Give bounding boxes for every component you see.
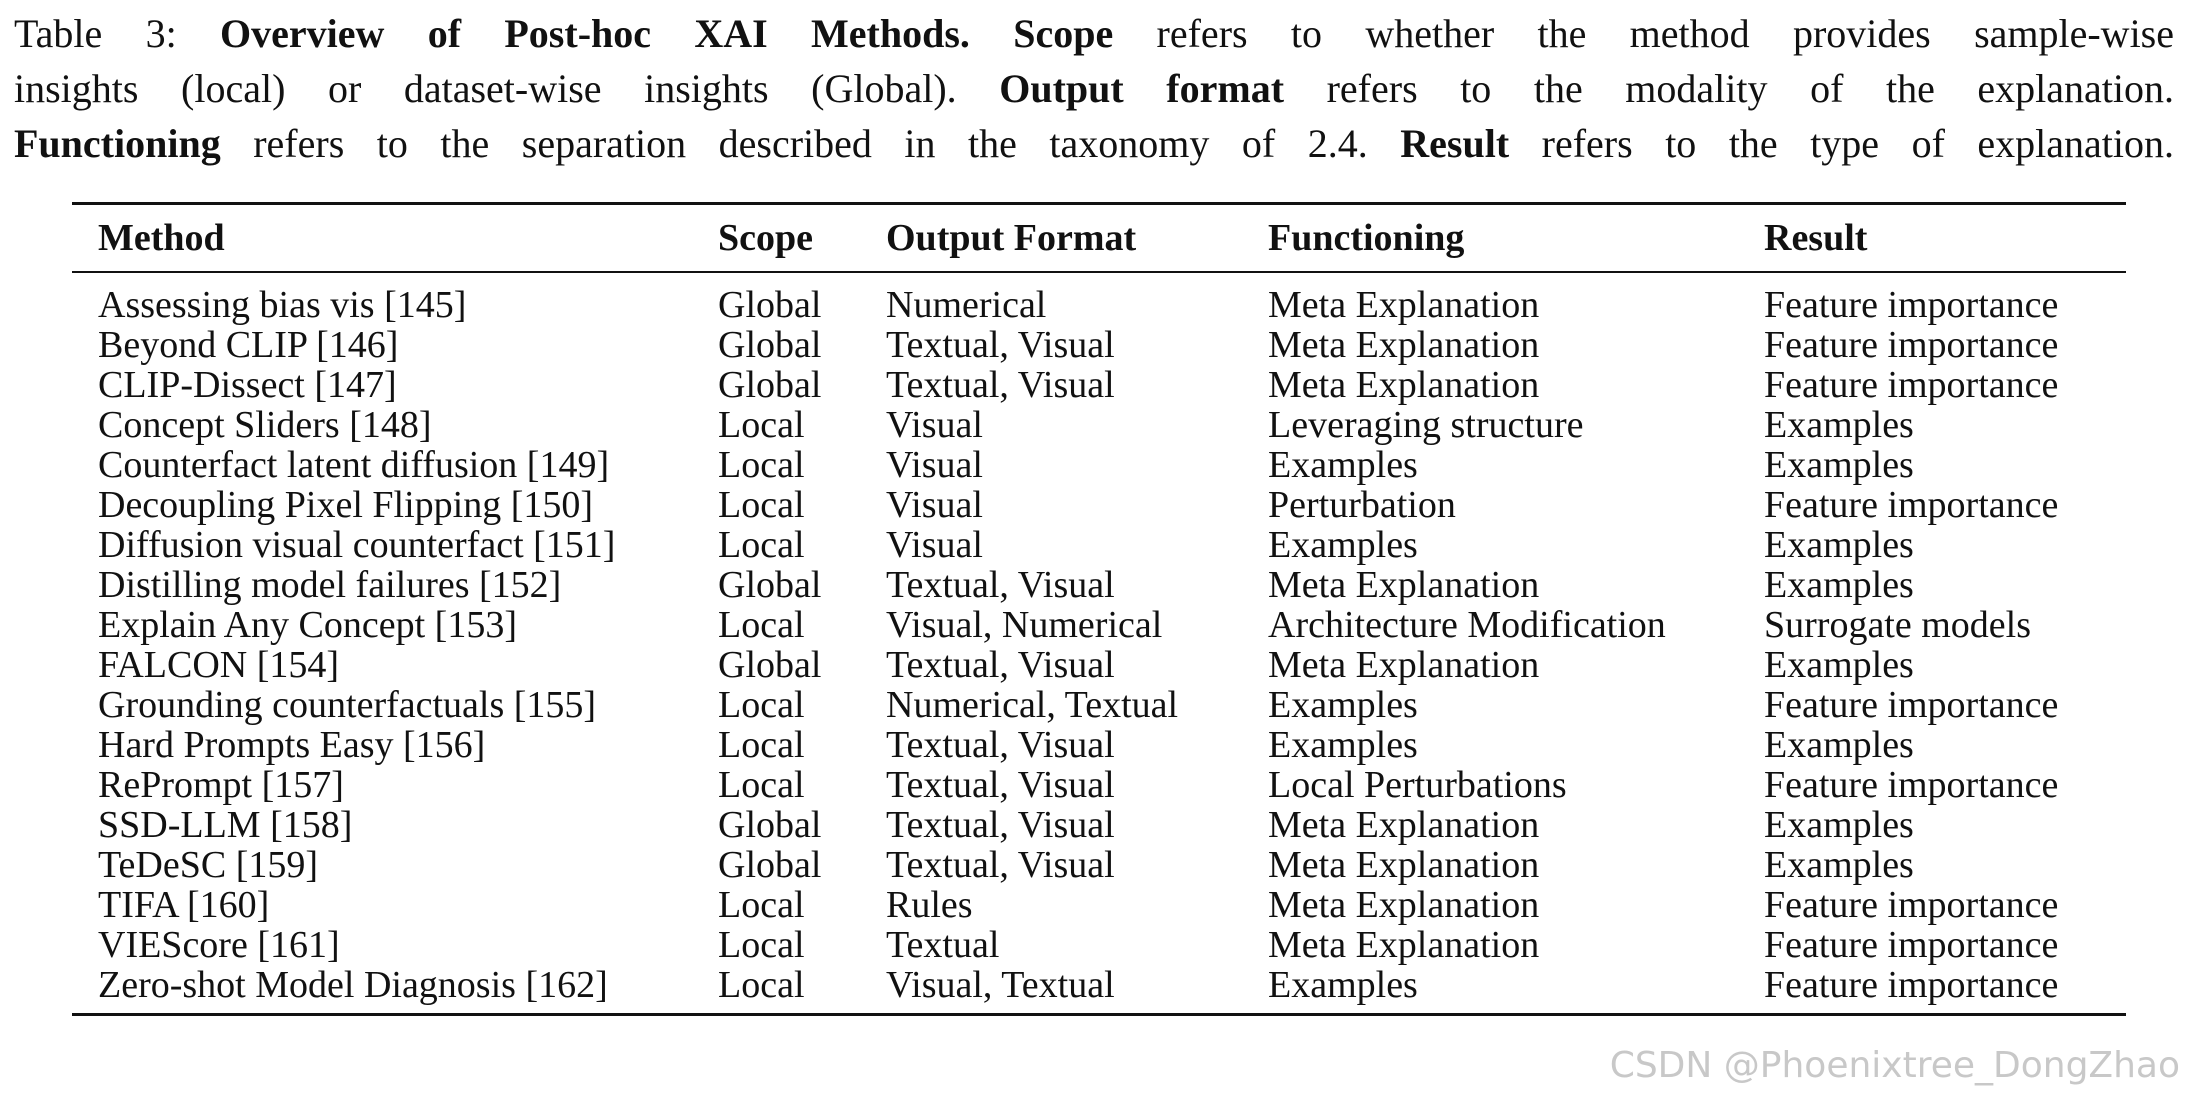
cell-scope: Global: [718, 564, 822, 606]
cell-scope: Local: [718, 884, 805, 926]
caption-text: refers to the modality of the explanation.: [1284, 66, 2175, 111]
cell-method: Zero-shot Model Diagnosis [162]: [98, 964, 608, 1006]
cell-method: Distilling model failures [152]: [98, 564, 562, 606]
header-row: [72, 205, 2126, 272]
cell-output: Rules: [886, 884, 973, 926]
cell-functioning: Leveraging structure: [1268, 404, 1584, 446]
cell-output: Textual, Visual: [886, 764, 1115, 806]
cell-method: Explain Any Concept [153]: [98, 604, 517, 646]
table-row: [72, 765, 2126, 805]
cell-result: Examples: [1764, 644, 1914, 686]
table-row: [72, 845, 2126, 885]
cell-result: Examples: [1764, 844, 1914, 886]
cell-result: Feature importance: [1764, 964, 2059, 1006]
cell-method: SSD-LLM [158]: [98, 804, 353, 846]
cell-result: Examples: [1764, 404, 1914, 446]
table-caption: [14, 6, 2174, 171]
cell-result: Feature importance: [1764, 484, 2059, 526]
cell-output: Visual: [886, 484, 983, 526]
caption-text: refers to the type of explanation.: [1509, 121, 2174, 166]
caption-line-2: [14, 61, 2174, 116]
header-scope: Scope: [692, 205, 860, 272]
table-body: [72, 272, 2126, 1013]
header-result: Result: [1738, 205, 2126, 272]
caption-term-output-format: Output format: [999, 66, 1285, 111]
cell-functioning: Meta Explanation: [1268, 644, 1540, 686]
table-bottom-rule: [72, 1013, 2126, 1016]
cell-method: RePrompt [157]: [98, 764, 344, 806]
table-row: [72, 605, 2126, 645]
table-row: [72, 925, 2126, 965]
table-row: [72, 365, 2126, 405]
cell-output: Textual, Visual: [886, 364, 1115, 406]
cell-functioning: Examples: [1268, 964, 1418, 1006]
cell-output: Textual, Visual: [886, 564, 1115, 606]
cell-output: Textual: [886, 924, 1000, 966]
caption-text: refers to whether the method provides sample-wise: [1113, 11, 2175, 56]
cell-scope: Local: [718, 724, 805, 766]
table-row: [72, 725, 2126, 765]
cell-result: Examples: [1764, 724, 1914, 766]
table-row: [72, 805, 2126, 845]
cell-method: TeDeSC [159]: [98, 844, 319, 886]
table-row: [72, 405, 2126, 445]
cell-functioning: Examples: [1268, 444, 1418, 486]
caption-title: Overview of Post-hoc XAI Methods.: [220, 11, 970, 56]
cell-method: VIEScore [161]: [98, 924, 340, 966]
cell-output: Visual: [886, 404, 983, 446]
cell-output: Visual: [886, 524, 983, 566]
table-row: [72, 445, 2126, 485]
cell-scope: Global: [718, 364, 822, 406]
cell-functioning: Perturbation: [1268, 484, 1456, 526]
table-row: [72, 325, 2126, 365]
cell-functioning: Meta Explanation: [1268, 924, 1540, 966]
cell-scope: Local: [718, 684, 805, 726]
cell-method: TIFA [160]: [98, 884, 270, 926]
table-row: [72, 885, 2126, 925]
caption-text: refers to the separation described in the taxonomy of 2.4.: [220, 121, 1401, 166]
cell-functioning: Local Perturbations: [1268, 764, 1567, 806]
cell-result: Examples: [1764, 524, 1914, 566]
table-row: [72, 485, 2126, 525]
cell-result: Feature importance: [1764, 364, 2059, 406]
table-row: [72, 645, 2126, 685]
cell-output: Visual, Numerical: [886, 604, 1163, 646]
cell-method: Concept Sliders [148]: [98, 404, 432, 446]
cell-scope: Local: [718, 404, 805, 446]
cell-scope: Local: [718, 964, 805, 1006]
cell-output: Visual: [886, 444, 983, 486]
cell-result: Examples: [1764, 804, 1914, 846]
cell-method: Beyond CLIP [146]: [98, 324, 399, 366]
cell-method: Diffusion visual counterfact [151]: [98, 524, 616, 566]
table-header: [72, 205, 2126, 272]
caption-text: insights (local) or dataset-wise insights (Global).: [14, 66, 1000, 111]
cell-functioning: Examples: [1268, 724, 1418, 766]
caption-line-3: [14, 116, 2174, 171]
cell-result: Feature importance: [1764, 684, 2059, 726]
table-row: [72, 685, 2126, 725]
cell-result: Surrogate models: [1764, 604, 2032, 646]
cell-output: Textual, Visual: [886, 804, 1115, 846]
cell-method: CLIP-Dissect [147]: [98, 364, 397, 406]
caption-term-functioning: Functioning: [14, 121, 221, 166]
cell-result: Feature importance: [1764, 884, 2059, 926]
table-row: [72, 525, 2126, 565]
cell-method: Grounding counterfactuals [155]: [98, 684, 597, 726]
cell-result: Examples: [1764, 564, 1914, 606]
cell-result: Examples: [1764, 444, 1914, 486]
cell-functioning: Meta Explanation: [1268, 564, 1540, 606]
table-row: [72, 965, 2126, 1013]
cell-method: Counterfact latent diffusion [149]: [98, 444, 610, 486]
header-method: Method: [72, 205, 692, 272]
cell-scope: Local: [718, 924, 805, 966]
cell-output: Textual, Visual: [886, 724, 1115, 766]
cell-method: Assessing bias vis [145]: [98, 284, 467, 326]
cell-functioning: Architecture Modification: [1268, 604, 1666, 646]
header-output-format: Output Format: [860, 205, 1242, 272]
cell-scope: Global: [718, 284, 822, 326]
cell-method: Hard Prompts Easy [156]: [98, 724, 486, 766]
header-functioning: Functioning: [1242, 205, 1738, 272]
caption-space: [970, 11, 1013, 56]
cell-functioning: Examples: [1268, 684, 1418, 726]
cell-result: Feature importance: [1764, 324, 2059, 366]
table-row: [72, 565, 2126, 605]
cell-output: Visual, Textual: [886, 964, 1115, 1006]
caption-term-result: Result: [1400, 121, 1510, 166]
cell-result: Feature importance: [1764, 764, 2059, 806]
cell-functioning: Examples: [1268, 524, 1418, 566]
cell-functioning: Meta Explanation: [1268, 844, 1540, 886]
cell-scope: Global: [718, 804, 822, 846]
cell-functioning: Meta Explanation: [1268, 324, 1540, 366]
table-row: [72, 272, 2126, 325]
caption-term-scope: Scope: [1013, 11, 1114, 56]
cell-scope: Local: [718, 764, 805, 806]
cell-result: Feature importance: [1764, 284, 2059, 326]
cell-result: Feature importance: [1764, 924, 2059, 966]
cell-functioning: Meta Explanation: [1268, 364, 1540, 406]
cell-scope: Local: [718, 444, 805, 486]
caption-table-number: Table 3:: [14, 11, 221, 56]
cell-scope: Global: [718, 844, 822, 886]
cell-method: FALCON [154]: [98, 644, 340, 686]
cell-output: Textual, Visual: [886, 844, 1115, 886]
cell-scope: Local: [718, 604, 805, 646]
cell-scope: Local: [718, 484, 805, 526]
cell-output: Textual, Visual: [886, 644, 1115, 686]
cell-scope: Local: [718, 524, 805, 566]
cell-output: Numerical, Textual: [886, 684, 1179, 726]
cell-functioning: Meta Explanation: [1268, 884, 1540, 926]
caption-line-1: [14, 6, 2174, 61]
cell-functioning: Meta Explanation: [1268, 284, 1540, 326]
cell-output: Numerical: [886, 284, 1047, 326]
cell-functioning: Meta Explanation: [1268, 804, 1540, 846]
watermark: CSDN @Phoenixtree_DongZhao: [1609, 1045, 2180, 1086]
cell-method: Decoupling Pixel Flipping [150]: [98, 484, 594, 526]
cell-output: Textual, Visual: [886, 324, 1115, 366]
cell-scope: Global: [718, 324, 822, 366]
cell-scope: Global: [718, 644, 822, 686]
xai-methods-table: [72, 205, 2126, 1013]
methods-table: [72, 202, 2126, 1016]
